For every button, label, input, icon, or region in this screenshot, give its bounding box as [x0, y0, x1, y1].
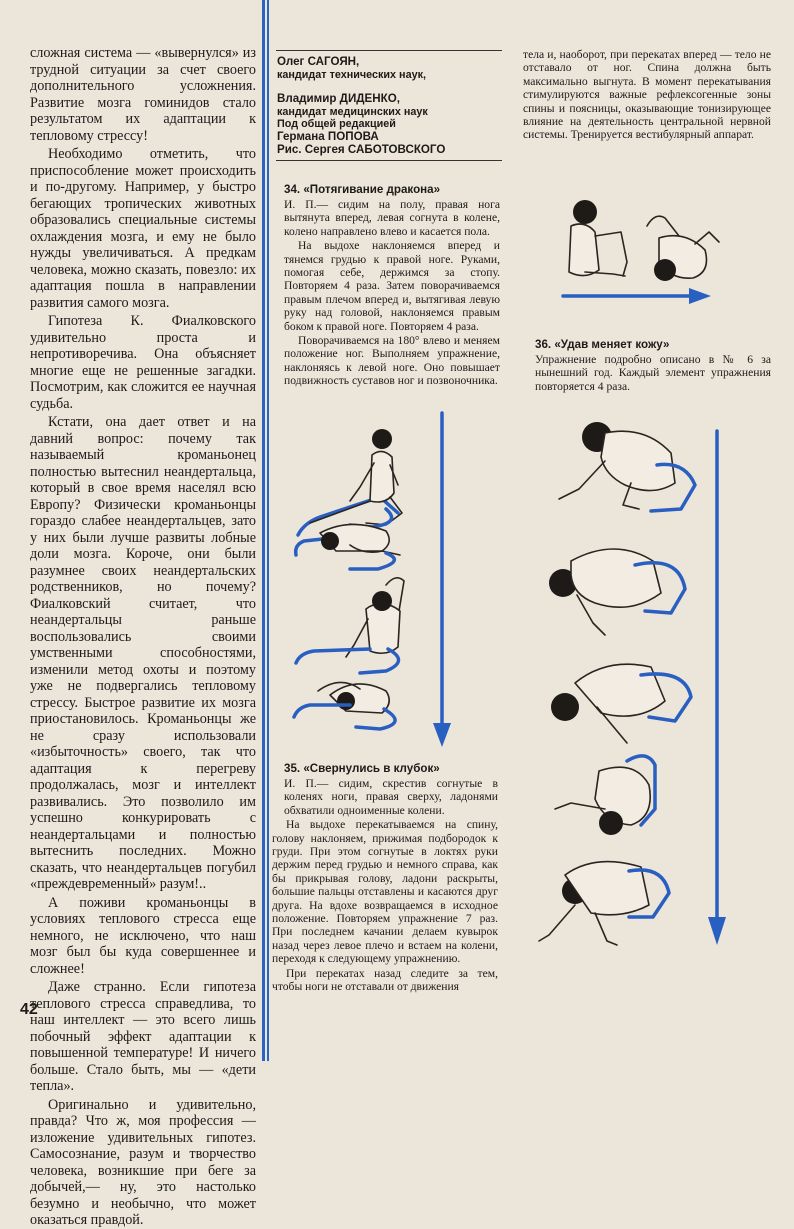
figure-seated-upright — [298, 429, 402, 535]
author2-title: кандидат медицинских наук — [277, 105, 428, 118]
column-divider-left-inner — [267, 0, 269, 1061]
figure-twisting — [551, 664, 691, 743]
exercise-34-paragraph: Поворачиваемся на 180° влево и меняем положение ног. Выполняем упражнение, наклоняясь к левой ноге. Оно повышает подвижность суставов ног и позвоночника. — [284, 334, 500, 388]
left-paragraph: сложная система — «вывернулся» из трудной ситуации за счет своего дополнительного усложнения. Развитие мозга гоминидов стало результатом их адаптации к тепловому стрессу! — [30, 45, 256, 144]
exercise-34-paragraph: На выдохе наклоняемся вперед и тянемся грудью к правой ноге. Руками, помогая себе, держимся за стопу. Повторяем 4 раза. Затем поворачиваемся правым плечом вперед и, вытягивая левую руку над головой, наклоняемся правым боком к правой ноге. Повторяем 4 раза. — [284, 239, 500, 333]
left-paragraph: А поживи кроманьонцы в условиях теплового стресса еще немного, не исключено, что наш мозг был бы куда совершеннее и сложнее! — [30, 894, 256, 977]
left-paragraph: Кстати, она дает ответ и на давний вопрос: почему так называемый кроманьонец полностью вытеснил неандертальца, который в свое время населял всю Европу? Физически кроманьонцы гораздо слабее неандертальцев, зато у них были лучше развиты лобные доли мозга. Короче, они были разумнее своих неандертальских родственников, но почему? Фиалковский считает, что неандертальцы раньше воспользовались своими умственными способностями, изменили метод охоты и поэтому уже не подвергались тепловому стрессу. Быстрое развитие их мозга приостановилось. Кроманьонцы же не сразу использовали «избыточность» своего, так что адаптация к перегреву продолжалась, мозг и интеллект развивались. Это позволило им успешно конкурировать с неандертальцами и полностью вытеснить последних. Можно сказать, что неандертальцев погубил «преждевременный» разум!.. — [30, 414, 256, 892]
exercise-36-illustration — [535, 405, 755, 965]
exercise-34-paragraph: И. П.— сидим на полу, правая нога вытянута вперед, левая согнута в колене, колено направлено влево и касается пола. — [284, 198, 500, 238]
credits-block — [277, 56, 503, 156]
exercise-34-illustration — [290, 405, 480, 760]
figure-kneeling-arm-out — [539, 862, 669, 945]
exercise-35 — [272, 762, 498, 994]
editor-line: Под общей редакцией — [277, 118, 396, 131]
illustrator-credit: Рис. Сергея САБОТОВСКОГО — [277, 142, 446, 156]
editor-name: Германа ПОПОВА — [277, 129, 379, 143]
exercise-34 — [284, 183, 500, 388]
credits-bottom-rule — [276, 160, 502, 161]
page-number: 42 — [20, 1001, 38, 1018]
exercise-35-illustration — [555, 192, 745, 312]
credits-top-rule — [276, 50, 502, 51]
exercise-36-paragraph: Упражнение подробно описано в № 6 за нынешний год. Каждый элемент упражнения повторяется 4 раза. — [535, 353, 771, 393]
left-paragraph: Оригинально и удивительно, правда? Что ж, моя профессия — изложение удивительных гипотез. Самосознание, разум и творчество человека, возникшие при беге за добычей,— ну, это настолько безумно и необычно, что может оказаться правдой. — [30, 1096, 256, 1228]
author1-title: кандидат технических наук, — [277, 68, 426, 81]
author1-name: Олег САГОЯН, — [277, 55, 360, 68]
left-column — [30, 45, 256, 1229]
figure-bent-forward — [296, 524, 400, 569]
figure-sitting-hugging-knees — [569, 200, 627, 276]
figure-crouched-head-down — [549, 549, 685, 635]
figure-rolled-back — [647, 216, 719, 281]
exercise-36 — [535, 338, 771, 393]
figure-side-bend — [294, 682, 395, 729]
column-divider-left — [262, 0, 265, 1061]
left-paragraph: Гипотеза К. Фиалковского удивительно проста и непротиворечива. Она объясняет многие еще не решенные загадки. Посмотрим, как сложится ее научная судьба. — [30, 313, 256, 412]
left-paragraph: Необходимо отметить, что приспособление может происходить и по-другому. Например, у быстро бегающих тропических животных образовались специальные системы охлаждения мозга, и ему не было нужды увеличиваться. А предкам человека, можно сказать, повезло: их адаптация пошла в направлении развития самого мозга. — [30, 146, 256, 311]
right-continuation-paragraph: тела и, наоборот, при перекатах вперед — тело не отставало от ног. Спина должна быть максимально выгнута. В момент перекатывания стимулируются важные рефлексогенные зоны спины и поясницы, оказывающие тонизирующее влияние на деятельность центральной нервной системы. Тренируется вестибулярный аппарат. — [523, 48, 771, 142]
author2-name: Владимир ДИДЕНКО, — [277, 92, 400, 106]
exercise-34-title: 34. «Потягивание дракона» — [284, 183, 441, 196]
right-top-text — [523, 48, 771, 142]
exercise-35-title: 35. «Свернулись в клубок» — [284, 762, 440, 775]
left-paragraph: Даже странно. Если гипотеза теплового стресса справедлива, то наш интеллект — это всего лишь побочный эффект адаптации к повышенной температуре! И ничего больше. Стало быть, мы — «дети тепла». — [30, 979, 256, 1094]
figure-on-all-fours — [559, 422, 695, 511]
exercise-35-paragraph: При перекатах назад следите за тем, чтобы ноги не отставали от движения — [272, 966, 498, 994]
exercise-35-paragraph: И. П.— сидим, скрестив согнутые в коленях ноги, правая сверху, ладонями обхватили одноименные колени. — [284, 777, 498, 817]
figure-arm-raised — [296, 578, 404, 673]
exercise-35-paragraph: На выдохе перекатываемся на спину, голову наклоняем, прижимая подбородок к груди. При этом согнутые в локтях руки держим перед грудью и немного справа, как бы прикрывая голову, ладони раскрыты, большие пальцы отставлены и касаются друг друга. На вдохе возвращаемся в исходное положение. Повторяем упражнение 7 раз. При последнем качании делаем кувырок назад через левое плечо и встаем на колени, переходя к следующему упражнению. — [272, 818, 498, 966]
figure-curled-shoulder — [555, 756, 655, 835]
exercise-36-title: 36. «Удав меняет кожу» — [535, 338, 670, 351]
